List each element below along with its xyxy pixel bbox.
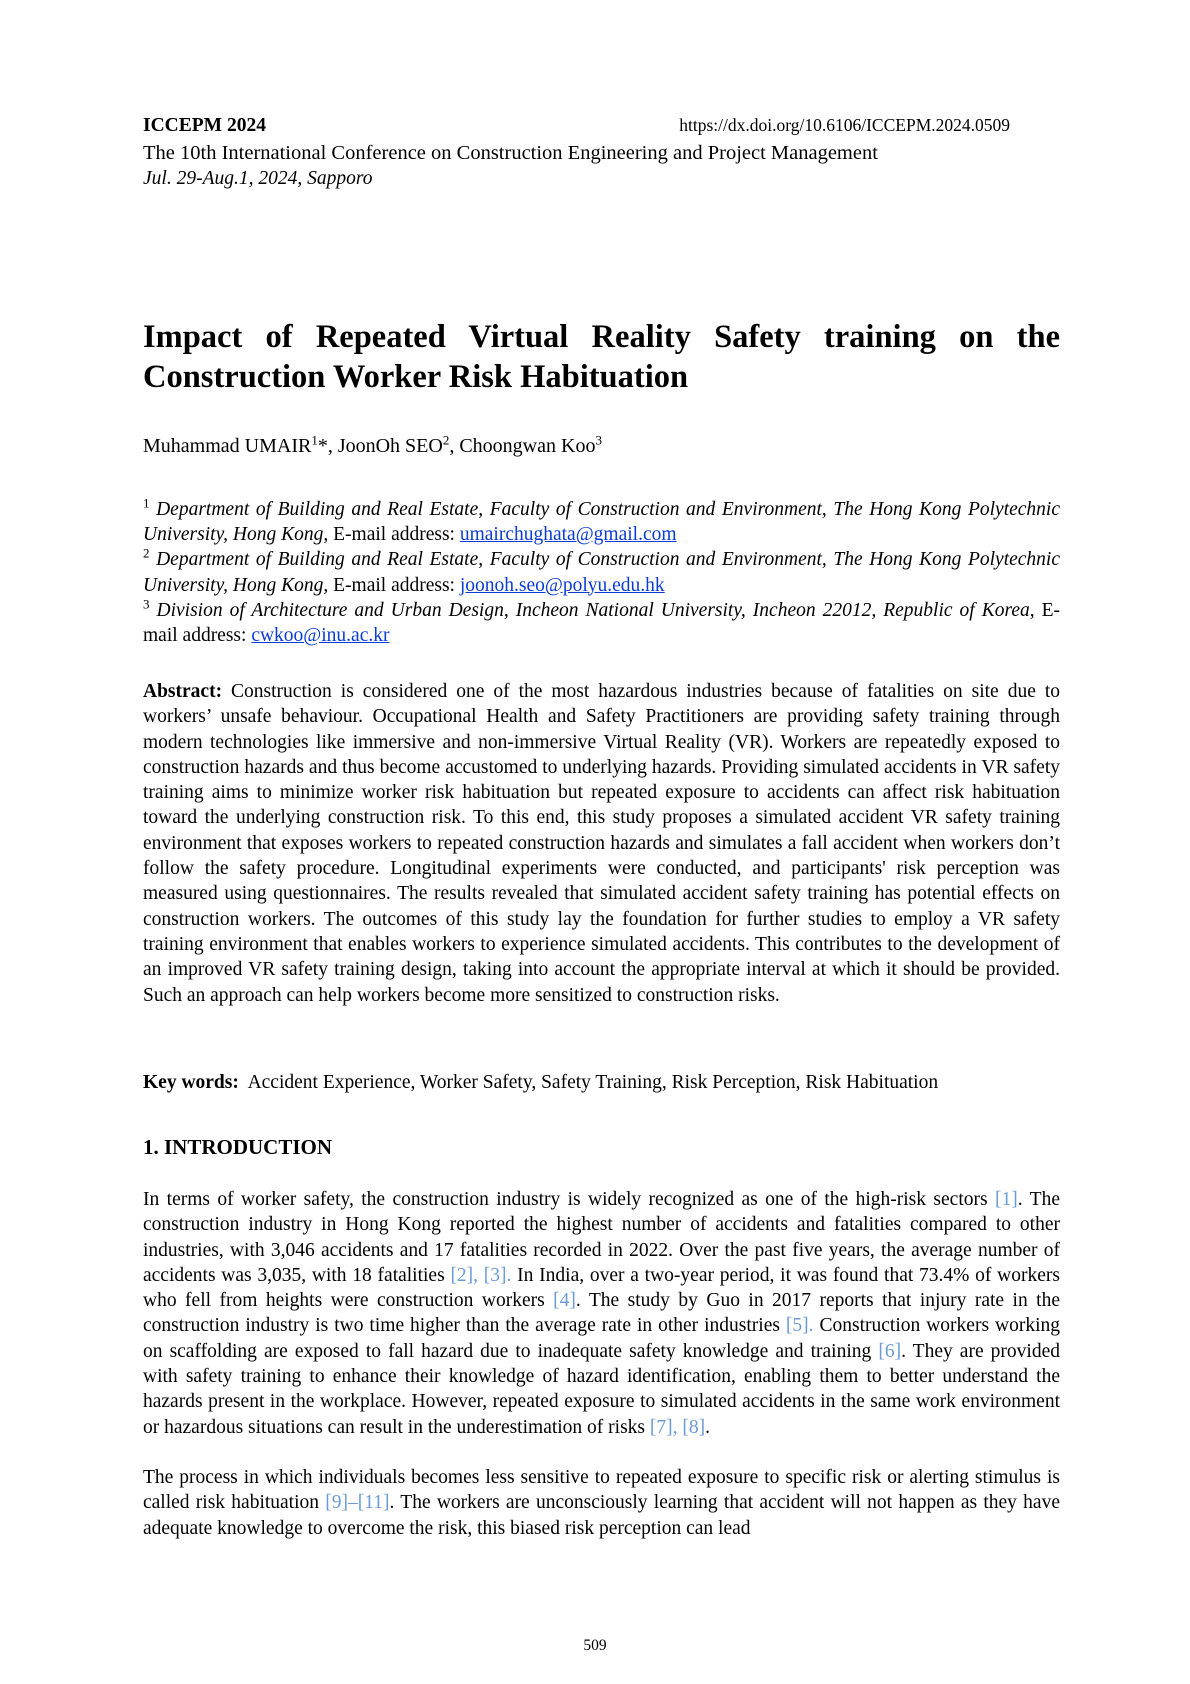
introduction-body — [143, 1187, 1060, 1566]
affiliation-1 — [143, 497, 1060, 547]
author-name: Muhammad UMAIR — [143, 435, 312, 457]
author-affiliation-marker: 1 — [311, 432, 318, 448]
affiliations — [143, 497, 1060, 648]
email-label: E-mail address: — [333, 574, 455, 596]
paragraph-text: . The study by Guo in 2017 reports that injury rate in the construction industry is two time higher than the average rate in other industries — [143, 1290, 1060, 1337]
paragraph-text: The process in which individuals becomes less sensitive to repeated exposure to specific risk or alerting stimulus is called risk habituation — [143, 1466, 1060, 1514]
citation-link[interactable]: [7], [8] — [649, 1416, 706, 1438]
paragraph-text: . The construction industry in Hong Kong reported the highest number of accidents and fatalities compared to other industries, with 3,046 accidents and 17 fatalities recorded in 2022. Over the past five years, the average number of accidents was 3,035, with 18 fatalities — [143, 1189, 1061, 1286]
abstract — [143, 679, 1060, 1008]
author-separator: , — [449, 435, 460, 457]
keywords — [143, 1070, 1060, 1095]
citation-link[interactable]: [1] — [995, 1189, 1018, 1210]
affiliation-department: Division of Architecture and Urban Design, Incheon National University, Incheon 22012, Republic of Korea, — [149, 599, 1035, 621]
affiliation-department: Department of Building and Real Estate, Faculty of Construction and Environment, The Hong Kong Polytechnic University, Hong Kong, — [143, 549, 1060, 596]
author-separator: *, — [317, 435, 338, 457]
affiliation-3 — [143, 598, 1060, 648]
intro-paragraph-1 — [143, 1187, 1060, 1440]
page-number: 509 — [583, 1637, 607, 1654]
citation-link[interactable]: [5]. — [785, 1315, 814, 1337]
email-link[interactable]: cwkoo@inu.ac.kr — [251, 625, 390, 647]
paragraph-text: In terms of worker safety, the construction industry is widely recognized as one of the high-risk sectors — [143, 1189, 995, 1210]
doi-link[interactable]: https://dx.doi.org/10.6106/ICCEPM.2024.0509 — [679, 115, 1010, 135]
author-affiliation-marker: 2 — [442, 432, 450, 448]
paragraph-text: In India, over a two-year period, it was found that 73.4% of workers who fell from heights were construction workers — [143, 1264, 1060, 1312]
affiliation-department: Department of Building and Real Estate, Faculty of Construction and Environment, The Hong Kong Polytechnic University, Hong Kong, — [143, 499, 1060, 546]
email-link[interactable]: joonoh.seo@polyu.edu.hk — [459, 574, 665, 596]
citation-link[interactable]: [2], [3]. — [450, 1264, 512, 1286]
conference-short-name: ICCEPM 2024 — [143, 115, 266, 136]
abstract-text: Construction is considered one of the most hazardous industries because of fatalities on site due to workers’ unsafe behaviour. Occupational Health and Safety Practitioners are providing safety training through modern technologies like immersive and non-immersive Virtual Reality (VR). Workers are repeatedly exposed to construction hazards and thus become accustomed to underlying hazards. Providing simulated accidents in VR safety training aims to minimize worker risk habituation but repeated exposure to accidents can affect risk habituation toward the underlying construction risk. To this end, this study proposes a simulated accident VR safety training environment that exposes workers to repeated construction hazards and simulates a fall accident when workers don’t follow the safety procedure. Longitudinal experiments were conducted, and participants' risk perception was measured using questionnaires. The results revealed that simulated accident safety training has potential effects on construction workers. The outcomes of this study lay the foundation for further studies to employ a VR safety training environment that enables workers to experience simulated accidents. This contributes to the development of an improved VR safety training design, taking into account the appropriate interval at which it should be provided. Such an approach can help workers become more sensitized to construction risks. — [143, 681, 1060, 1006]
author-name: Choongwan Koo — [459, 435, 596, 457]
affiliation-2 — [143, 547, 1060, 597]
citation-link[interactable]: [9]–[11] — [325, 1492, 390, 1514]
affiliation-number: 3 — [143, 596, 150, 612]
email-label: E-mail address: — [333, 524, 455, 546]
keywords-label: Key words: — [143, 1072, 239, 1093]
intro-paragraph-2 — [143, 1465, 1060, 1541]
paragraph-text: . — [705, 1416, 710, 1438]
affiliation-number: 2 — [143, 545, 150, 561]
citation-link[interactable]: [4] — [553, 1290, 576, 1312]
section-heading-introduction: 1. INTRODUCTION — [143, 1135, 333, 1159]
conference-date-location: Jul. 29-Aug.1, 2024, Sapporo — [143, 168, 373, 189]
citation-link[interactable]: [6] — [878, 1340, 902, 1362]
author-name: JoonOh SEO — [337, 435, 443, 457]
paragraph-text: Construction workers working on scaffolding are exposed to fall hazard due to inadequate safety knowledge and training — [143, 1315, 1061, 1362]
paragraph-text: . They are provided with safety training to enhance their knowledge of hazard identification, enabling them to better understand the hazards present in the workplace. However, repeated exposure to simulated accidents in the same work environment or hazardous situations can result in the underestimation of risks — [143, 1340, 1060, 1438]
email-link[interactable]: umairchughata@gmail.com — [459, 524, 677, 546]
author-list — [143, 433, 602, 459]
keywords-text: Accident Experience, Worker Safety, Safety Training, Risk Perception, Risk Habituation — [247, 1072, 939, 1093]
email-label: E-mail address: — [143, 599, 1060, 647]
paper-title: Impact of Repeated Virtual Reality Safety training on the Construction Worker Risk Habituation — [143, 319, 1060, 395]
conference-full-name: The 10th International Conference on Construction Engineering and Project Management — [143, 142, 878, 164]
paragraph-text: . The workers are unconsciously learning that accident will not happen as they have adequate knowledge to overcome the risk, this biased risk perception can lead — [143, 1492, 1060, 1539]
author-affiliation-marker: 3 — [595, 432, 602, 448]
abstract-label: Abstract: — [143, 681, 223, 702]
affiliation-number: 1 — [143, 495, 150, 511]
